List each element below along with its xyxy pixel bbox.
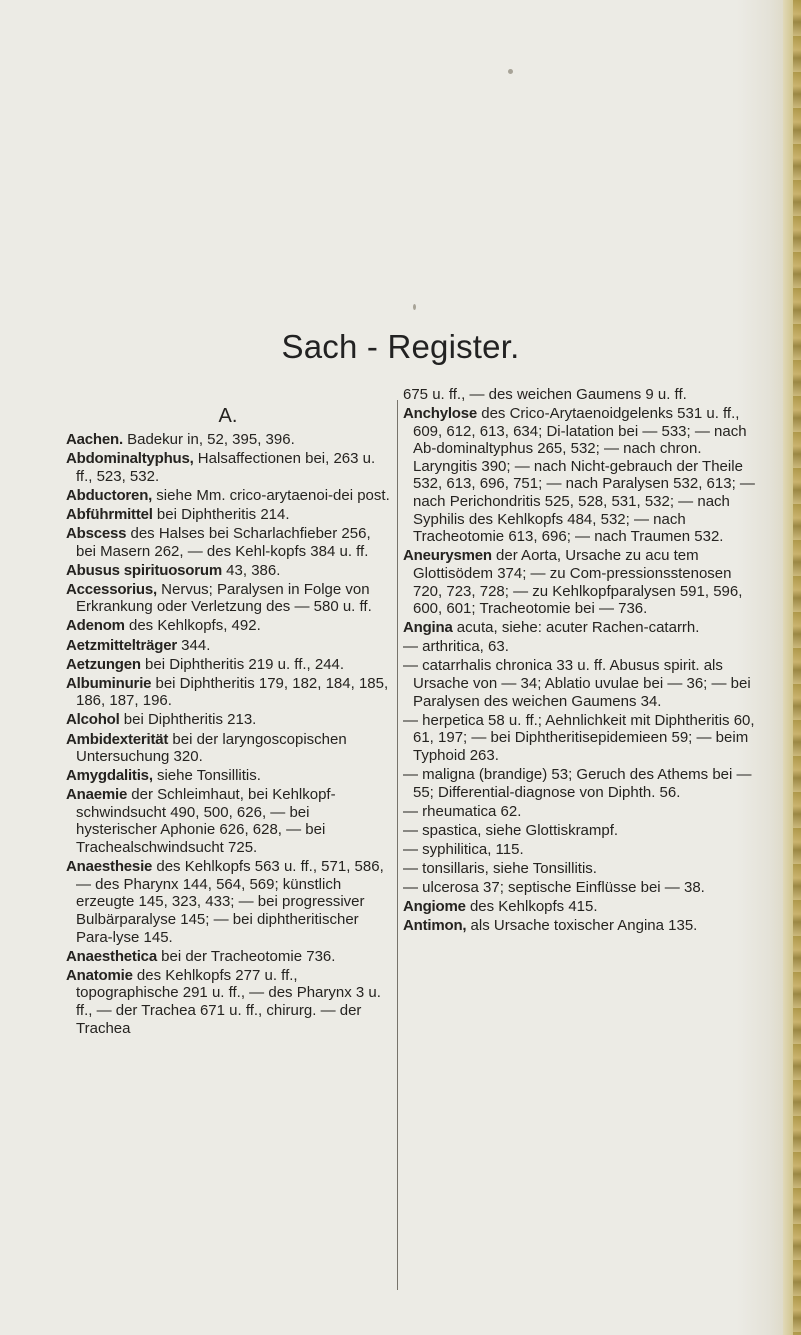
- entry-text: bei Diphtheritis 214.: [152, 505, 290, 523]
- entry-heading: Aachen.: [66, 431, 123, 448]
- entry-text: — arthritica, 63.: [403, 638, 509, 656]
- entry-text: — spastica, siehe Glottiskrampf.: [403, 821, 619, 839]
- page-title: Sach - Register.: [281, 328, 520, 365]
- entry-heading: Amygdalitis,: [66, 767, 153, 785]
- index-entry: [403, 638, 755, 656]
- entry-heading: Abscess: [66, 524, 127, 542]
- entry-heading: Alcohol: [66, 711, 120, 729]
- section-letter: A.: [218, 405, 238, 427]
- entry-text: des Kehlkopfs, 492.: [124, 617, 261, 635]
- entry-heading: Anaesthesie: [66, 858, 153, 876]
- entry-text: bei Diphtheritis 213.: [119, 711, 257, 729]
- index-entry: [403, 766, 755, 801]
- index-entry: [66, 656, 390, 674]
- entry-heading: Aetzungen: [66, 655, 141, 673]
- entry-heading: Antimon,: [403, 917, 467, 935]
- entry-heading: Aneurysmen: [403, 547, 492, 565]
- entry-text: des Halses bei Scharlachfieber 256, bei Masern 262, — des Kehl-kopfs 384 u. ff.: [76, 524, 371, 560]
- entry-text: bei Diphtheritis 219 u. ff., 244.: [140, 655, 345, 673]
- index-entry: [66, 786, 390, 856]
- entry-text: des Kehlkopfs 563 u. ff., 571, 586, — des Pharynx 144, 564, 569; künstlich erzeugte 145, 323, 433; — bei progressiver Bulbärparalyse 145; — bei diphtheritischer Para-lyse 145.: [76, 858, 384, 946]
- index-entry: [403, 879, 755, 897]
- ink-speck: [508, 69, 513, 74]
- index-entry: [66, 617, 390, 635]
- entry-text: der Aorta, Ursache zu acu tem Glottisödem 374; — zu Com-pressionsstenosen 720, 723, 728; — zu Kehlkopfparalysen 591, 596, 600, 601; Tracheotomie bei — 736.: [413, 547, 743, 618]
- entry-text: Halsaffectionen bei, 263 u. ff., 523, 532.: [76, 450, 376, 485]
- entry-text: — rheumatica 62.: [403, 802, 522, 820]
- index-entry: [66, 767, 390, 785]
- entry-text: 43, 386.: [222, 561, 281, 579]
- entry-text: siehe Mm. crico-arytaenoi-dei post.: [152, 486, 390, 504]
- index-entry: [403, 386, 755, 404]
- entry-heading: Anchylose: [403, 405, 478, 423]
- entry-heading: Albuminurie: [66, 674, 152, 692]
- index-entry: [403, 917, 755, 935]
- entry-text: 675 u. ff., — des weichen Gaumens 9 u. ff.: [403, 386, 687, 403]
- index-entry: [66, 525, 390, 560]
- index-entry: [403, 803, 755, 821]
- left-entries: [66, 431, 390, 1037]
- index-entry: [403, 822, 755, 840]
- ink-speck: [413, 304, 416, 310]
- entry-text: — herpetica 58 u. ff.; Aehnlichkeit mit Diphtheritis 60, 61, 197; — bei Diphtheritisepidemieen 59; — beim Typhoid 263.: [403, 711, 755, 764]
- entry-text: Badekur in, 52, 395, 396.: [122, 431, 295, 448]
- entry-heading: Angina: [403, 619, 453, 637]
- index-entry: [403, 898, 755, 916]
- index-entry: [403, 657, 755, 710]
- entry-text: bei Diphtheritis 179, 182, 184, 185, 186, 187, 196.: [76, 674, 389, 710]
- index-entry: [66, 562, 390, 580]
- entry-text: des Crico-Arytaenoidgelenks 531 u. ff., 609, 612, 613, 634; Di-latation bei — 533; — nach Ab-dominaltyphus 265, 532; — nach chron. Laryngitis 390; — nach Nicht-gebrauch der Theile 532, 613, 696, 751; — nach Paralysen 532, 613; — nach Perichondritis 525, 528, 531, 532; — nach Syphilis des Kehlkopfs 484, 532; — nach Tracheotomie 613, 696; — nach Traumen 532.: [413, 405, 755, 546]
- index-entry: [66, 711, 390, 729]
- entry-text: des Kehlkopfs 277 u. ff., topographische 291 u. ff., — des Pharynx 3 u. ff., — der Trachea 671 u. ff., chirurg. — der Trachea: [76, 966, 381, 1037]
- index-entry: [403, 405, 755, 546]
- entry-text: — tonsillaris, siehe Tonsillitis.: [403, 859, 597, 877]
- entry-text: — maligna (brandige) 53; Geruch des Athems bei — 55; Differential-diagnose von Diphth. 56.: [403, 765, 752, 801]
- entry-heading: Aetzmittelträger: [66, 636, 177, 654]
- index-entry: [66, 948, 390, 966]
- entry-text: acuta, siehe: acuter Rachen-catarrh.: [452, 619, 700, 637]
- entry-text: als Ursache toxischer Angina 135.: [466, 917, 698, 935]
- entry-heading: Anaemie: [66, 786, 128, 804]
- index-entry: [403, 712, 755, 765]
- column-divider: [397, 400, 398, 1290]
- index-entry: [66, 431, 390, 449]
- entry-text: — syphilitica, 115.: [403, 840, 524, 858]
- right-entries: [403, 386, 755, 935]
- right-column: [403, 386, 755, 936]
- index-entry: [66, 506, 390, 524]
- entry-heading: Anaesthetica: [66, 947, 157, 965]
- entry-text: bei der laryngoscopischen Untersuchung 320.: [76, 730, 347, 766]
- index-entry: [403, 547, 755, 617]
- entry-heading: Adenom: [66, 617, 125, 635]
- entry-text: 344.: [177, 636, 211, 654]
- page-edge-shadow: [793, 0, 801, 1335]
- index-entry: [66, 967, 390, 1037]
- entry-text: bei der Tracheotomie 736.: [156, 947, 336, 965]
- entry-heading: Ambidexterität: [66, 730, 169, 748]
- index-entry: [66, 637, 390, 655]
- index-entry: [403, 841, 755, 859]
- index-entry: [66, 731, 390, 766]
- index-entry: [403, 860, 755, 878]
- entry-text: — ulcerosa 37; septische Einflüsse bei — 38.: [403, 879, 705, 897]
- entry-text: siehe Tonsillitis.: [152, 767, 261, 785]
- entry-heading: Abdominaltyphus,: [66, 450, 194, 468]
- entry-heading: Abusus spirituosorum: [66, 561, 223, 579]
- entry-heading: Accessorius,: [66, 580, 157, 598]
- entry-text: — catarrhalis chronica 33 u. ff. Abusus spirit. als Ursache von — 34; Ablatio uvulae bei — 36; — bei Paralysen des weichen Gaumens 34.: [403, 657, 751, 710]
- index-entry: [66, 675, 390, 710]
- entry-text: der Schleimhaut, bei Kehlkopf-schwindsucht 490, 500, 626, — bei hysterischer Aphonie 626, 628, — bei Trachealschwindsucht 725.: [76, 786, 336, 857]
- index-entry: [66, 450, 390, 485]
- entry-text: Nervus; Paralysen in Folge von Erkrankung oder Verletzung des — 580 u. ff.: [76, 580, 372, 616]
- index-entry: [403, 619, 755, 637]
- entry-text: des Kehlkopfs 415.: [465, 898, 598, 916]
- index-entry: [66, 858, 390, 946]
- entry-heading: Abductoren,: [66, 486, 153, 504]
- entry-heading: Anatomie: [66, 966, 133, 984]
- index-entry: [66, 487, 390, 505]
- entry-heading: Abführmittel: [66, 505, 153, 523]
- entry-heading: Angiome: [403, 898, 466, 916]
- left-column: [66, 404, 390, 1039]
- index-entry: [66, 581, 390, 616]
